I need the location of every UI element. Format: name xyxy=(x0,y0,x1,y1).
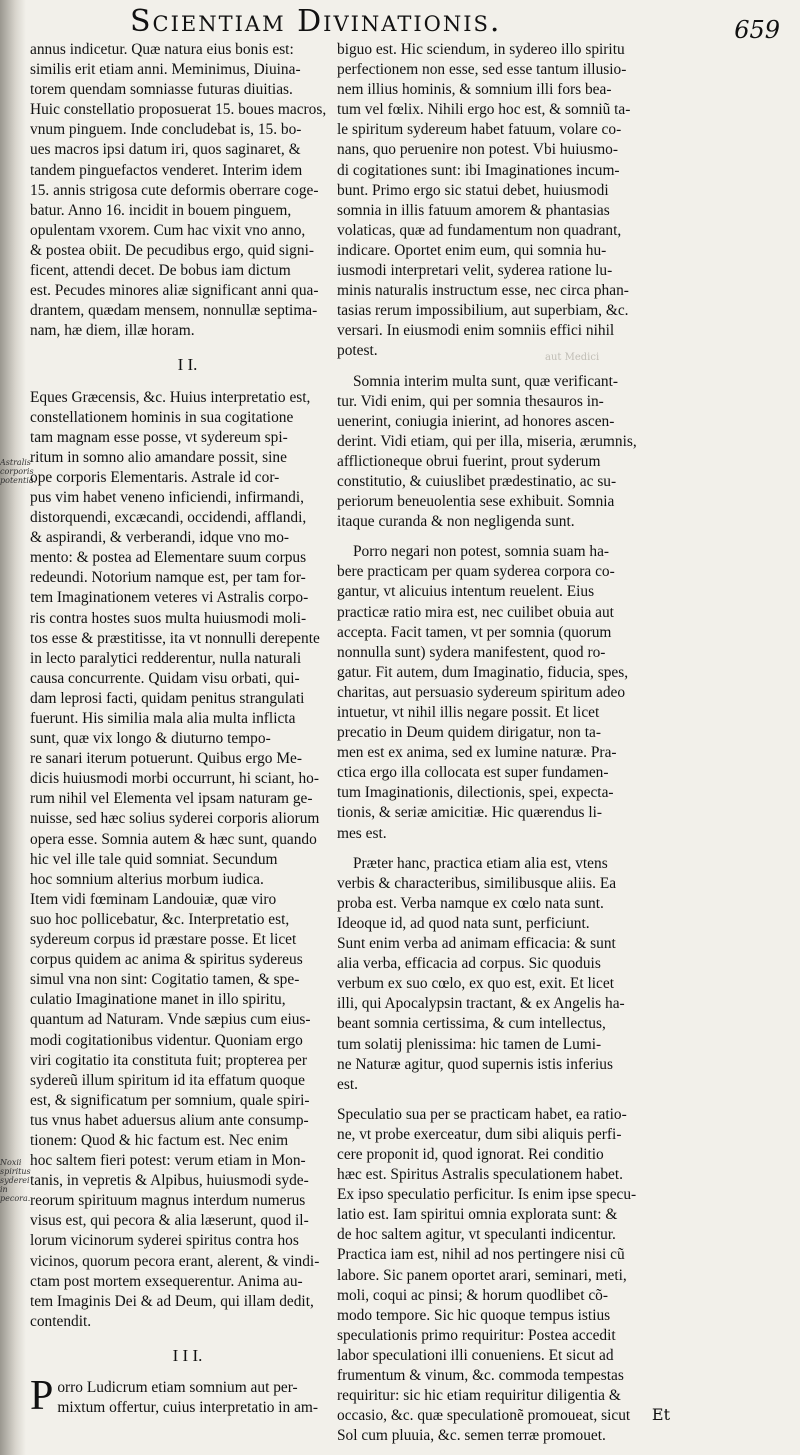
text-line: sydereum corpus id præstare posse. Et licet xyxy=(30,931,297,949)
text-line: distorquendi, excæcandi, occidendi, afflandi, xyxy=(30,509,307,527)
text-line: practicæ ratio mira est, nec cuilibet obuia aut xyxy=(337,603,614,621)
text-line: frumentum & vinum, &c. commoda tempestas xyxy=(337,1367,624,1384)
text-line: sunt, quæ vix longo & diuturno tempo- xyxy=(30,730,271,748)
text-line: tionis, & seriæ amicitiæ. Hic quærendus li- xyxy=(337,804,603,822)
text-line: mento: & postea ad Elementare suum corpus xyxy=(30,549,307,567)
text-line: hoc somnium alterius morbum iudica. xyxy=(30,870,264,888)
text-line: opera esse. Somnia autem & hæc sunt, quando xyxy=(30,830,317,848)
text-line: ues macros ipsi datum iri, quos saginaret, & xyxy=(30,141,301,159)
text-line: modo tempore. Sic hic quoque tempus istius xyxy=(337,1306,611,1324)
text-line: redeundi. Notorium namque est, per tam for- xyxy=(30,569,306,587)
text-line: Ex ipso speculatio perficitur. Is enim ipse specu- xyxy=(337,1186,637,1204)
text-line: ris contra hostes suos multa huiusmodi moli- xyxy=(30,609,307,627)
text-line: tanis, in vepretis & Alpibus, huiusmodi syde- xyxy=(30,1172,309,1190)
bleed-through-text: aut Medici xyxy=(545,352,600,363)
text-line: bere practicam per quam syderea corpora co- xyxy=(337,563,615,581)
text-line: 15. annis strigosa cute deformis oberrare coge- xyxy=(30,181,319,199)
text-line: simul vna non sint: Cogitatio tamen, & spe- xyxy=(30,971,300,989)
text-line: ne, vt probe exerceatur, dum sibi aliquis perfi- xyxy=(337,1125,622,1143)
text-line: hic vel ille tale quid somniat. Secundum xyxy=(30,850,278,868)
text-line: culatio Imaginatione manet in illo spiritu, xyxy=(30,991,286,1009)
text-line: opulentam vxorem. Cum hac vixit vno anno, xyxy=(30,221,306,239)
text-line: verbis & characteribus, similibusque aliis. Ea xyxy=(337,874,617,892)
text-line: pus vim habet veneno inficiendi, infirmandi, xyxy=(30,488,304,506)
paragraph-block xyxy=(337,372,667,533)
text-line: suo hoc pollicebatur, &c. Interpretatio est, xyxy=(30,910,290,928)
text-line: tionem: Quod & hic factum est. Nec enim xyxy=(30,1131,289,1149)
text-line: similis erit etiam anni. Meminimus, Diuina- xyxy=(30,61,301,79)
text-line: Eques Græcensis, &c. Huius interpretatio est, xyxy=(30,388,311,406)
paragraph-block xyxy=(30,1373,345,1419)
text-line: itaque curanda & non negligenda sunt. xyxy=(337,513,575,531)
section-heading: I I. xyxy=(177,355,198,375)
text-line: cere proponit id, quod ignorat. Rei conditio xyxy=(337,1145,604,1163)
text-line: lorum vicinorum syderei spiritus contra hos xyxy=(30,1232,299,1250)
text-line: verbum ex suo cœlo, ex quo est, exit. Et licet xyxy=(337,975,614,993)
text-line: reorum spirituum magnus interdum numerus xyxy=(30,1192,306,1210)
text-line: dicis huiusmodi morbi occurrunt, hi sciant, ho- xyxy=(30,770,319,788)
paragraph-block xyxy=(337,854,667,1095)
text-line: men est ex anima, sed ex lumine naturæ. Pra- xyxy=(337,744,617,762)
text-line: tum vel fœlix. Nihili ergo hoc est, & somniũ ta- xyxy=(337,101,631,119)
text-line: visus est, qui pecora & alia læserunt, quod il- xyxy=(30,1212,309,1230)
text-line: indicare. Oportet enim eum, qui somnia hu- xyxy=(337,241,607,259)
margin-note: Astralis corporis potentia. xyxy=(0,458,37,485)
text-line: ctam post mortem exsequerentur. Anima au- xyxy=(30,1272,303,1290)
text-line: quantum ad Naturam. Vnde sæpius cum eius- xyxy=(30,1011,311,1029)
text-line: ne Naturæ agitur, quod supernis istis inferius xyxy=(337,1055,613,1073)
text-line: gatur. Fit autem, dum Imaginatio, fiducia, spes, xyxy=(337,663,629,681)
text-line: latio est. Iam spiritui omnia explorata sunt: & xyxy=(337,1206,618,1224)
text-line: gantur, vt alicuius intentum reuelent. Eius xyxy=(337,583,595,601)
text-line: rum nihil vel Elementa vel ipsam naturam ge- xyxy=(30,790,313,808)
paragraph-block xyxy=(337,40,667,362)
text-line: modi cogitationibus videntur. Quoniam ergo xyxy=(30,1031,303,1049)
text-line: Item vidi fœminam Landouiæ, quæ viro xyxy=(30,890,277,908)
margin-note: Noxii spiritus syderei in pecora. xyxy=(0,1158,31,1203)
text-line: bunt. Primo ergo sic statui debet, huiusmodi xyxy=(337,181,609,199)
text-line: potest. xyxy=(337,342,378,360)
text-line: precatio in Deum quidem dirigatur, non ta- xyxy=(337,724,601,742)
text-line: tasias rerum impossibilium, aut superbiam, &c. xyxy=(337,302,629,320)
text-line: Somnia interim multa sunt, quæ verificant- xyxy=(353,372,619,390)
text-line: hoc saltem fieri potest: verum etiam in Mon- xyxy=(30,1152,306,1170)
text-line: Huic constellatio proposuerat 15. boues macros, xyxy=(30,101,327,119)
text-line: de hoc saltem agitur, vt speculanti indicentur. xyxy=(337,1226,616,1244)
text-line: nuisse, sed hæc solius syderei corporis aliorum xyxy=(30,810,320,828)
text-line: est. xyxy=(337,1075,358,1093)
section-heading: I I I. xyxy=(172,1345,203,1365)
paragraph-block xyxy=(30,388,345,1332)
text-line: fuerunt. His similia mala alia multa inflicta xyxy=(30,710,296,727)
text-line: afflictioneque obrui fuerint, prout syderum xyxy=(337,452,601,470)
paragraph-block xyxy=(30,40,345,341)
text-line: re sanari iterum potuerunt. Quibus ergo Me- xyxy=(30,750,302,768)
text-line: Sol cum pluuia, &c. semen terræ promouet. xyxy=(337,1427,606,1445)
text-line: requiritur: sic hic etiam requiritur diligentia & xyxy=(337,1387,621,1405)
text-line: moli, coqui ac pinsi; & horum quodlibet cõ- xyxy=(337,1286,609,1304)
page-number: 659 xyxy=(734,16,780,44)
text-line: labor speculationi illi conueniens. Et sicut ad xyxy=(337,1346,614,1364)
text-line: minis naturalis instructum esse, nec circa phan- xyxy=(337,282,629,300)
text-line: torem quendam somniasse futuras diuitias. xyxy=(30,81,293,99)
text-line: corpus quidem ac anima & spiritus sydereus xyxy=(30,951,303,969)
text-line: tus vnus habet aduersus alium ante consump- xyxy=(30,1111,309,1129)
text-line: derint. Vidi etiam, qui per illa, miseria, ærumnis, xyxy=(337,432,637,450)
text-line: labore. Sic panem oportet arari, seminari, meti, xyxy=(337,1266,627,1284)
text-line: uenerint, coniugia inierint, ad honores ascen- xyxy=(337,412,615,430)
text-line: Sunt enim verba ad animam efficacia: & sunt xyxy=(337,935,616,953)
text-line: versari. In eiusmodi enim somniis effici nihil xyxy=(337,322,615,340)
text-line: alia verba, efficacia ad corpus. Sic quoduis xyxy=(337,955,601,973)
text-line: est. Pecudes minores aliæ significant anni qua- xyxy=(30,282,319,300)
text-line: dam leprosi facti, quidam penitus strangulati xyxy=(30,689,305,707)
page-gutter-shadow xyxy=(0,0,26,1455)
text-line: tos esse & præstitisse, ita vt nonnulli derepente xyxy=(30,629,320,647)
text-line: constellationem hominis in sua cogitatione xyxy=(30,408,294,426)
text-line: annus indicetur. Quæ natura eius bonis est: xyxy=(30,41,294,58)
text-line: iusmodi interpretari velit, syderea ratione lu- xyxy=(337,262,613,280)
text-line: Speculatio sua per se practicam habet, ea ratio- xyxy=(337,1105,627,1123)
text-line: tum solatij plenissima: hic tamen de Lumi- xyxy=(337,1035,602,1053)
text-line: nans, quo peruenire non potest. Vbi huiusmo- xyxy=(337,141,618,159)
text-line: est, & significatum per somnium, quale spiri- xyxy=(30,1091,310,1109)
text-line: intuetur, vt nihil illis negare possit. Et licet xyxy=(337,704,600,721)
text-line: batur. Anno 16. incidit in bouem pinguem, xyxy=(30,201,292,219)
text-line: occasio, &c. quæ speculationẽ promoueat, sicut xyxy=(337,1407,631,1425)
text-line: mes est. xyxy=(337,824,387,842)
running-head: Scientiam Divinationis. xyxy=(130,4,502,39)
text-line: accepta. Facit tamen, vt per somnia (quorum xyxy=(337,623,612,641)
text-line: mixtum offertur, cuius interpretatio in am- xyxy=(57,1399,319,1417)
text-line: orro Ludicrum etiam somnium aut per- xyxy=(57,1379,298,1396)
drop-cap: P xyxy=(30,1373,54,1419)
text-line: nam, hæ diem, illæ horam. xyxy=(30,322,195,340)
paragraph-block xyxy=(337,542,667,843)
paragraph-block xyxy=(337,1105,667,1447)
text-line: & aspirandi, & verberandi, idque vno mo- xyxy=(30,529,290,547)
text-line: hæc est. Spiritus Astralis speculationem habet. xyxy=(337,1166,623,1184)
text-line: Porro negari non potest, somnia suam ha- xyxy=(353,543,610,561)
text-line: vicinos, quorum pecora erant, alerent, & vindi- xyxy=(30,1252,320,1270)
text-line: proba est. Verba namque ex cœlo nata sunt. xyxy=(337,894,604,912)
text-line: biguo est. Hic sciendum, in sydereo illo spiritu xyxy=(337,41,625,58)
page-header xyxy=(90,2,780,42)
text-line: & postea obiit. De pecudibus ergo, quid signi- xyxy=(30,241,314,259)
text-line: charitas, aut persuasio sydereum spiritum adeo xyxy=(337,683,626,701)
text-line: nonnulla sunt) sydera manifestent, quod ro- xyxy=(337,643,606,661)
text-line: Ideoque id, ad quod nata sunt, perficiunt. xyxy=(337,914,590,932)
text-line: illi, qui Apocalypsin tractant, & ex Angelis ha- xyxy=(337,995,625,1013)
text-line: di cogitationes sunt: ibi Imaginationes incum- xyxy=(337,161,620,179)
text-line: speculationis primo requiritur: Postea accedit xyxy=(337,1326,616,1344)
right-column xyxy=(337,40,667,1446)
text-line: tur. Vidi enim, qui per somnia thesauros in- xyxy=(337,392,604,410)
text-line: in lecto paralytici redderentur, nulla naturali xyxy=(30,649,302,667)
text-line: tem Imaginationem veteres vi Astralis corpo- xyxy=(30,589,309,607)
text-line: ope corporis Elementaris. Astrale id cor- xyxy=(30,468,280,486)
text-line: Practica iam est, nihil ad nos pertingere nisi cũ xyxy=(337,1246,625,1264)
text-line: vnum pinguem. Inde concludebat is, 15. bo- xyxy=(30,121,302,139)
text-line: somnia in illis fatuum amorem & phantasias xyxy=(337,201,610,219)
text-line: tum Imaginationis, dilectionis, spei, expecta- xyxy=(337,784,614,802)
text-line: ritum in somno alio amandare possit, sine xyxy=(30,448,287,466)
text-line: tem Imaginis Dei & ad Deum, qui illam dedit, xyxy=(30,1292,314,1310)
text-line: tam magnam esse posse, vt sydereum spi- xyxy=(30,428,288,446)
text-line: volaticas, quæ ad fundamentum non quadrant, xyxy=(337,221,622,239)
text-line: viri cogitatio ita constituta fuit; propterea per xyxy=(30,1051,307,1069)
text-line: le spiritum sydereum habet fatuum, volare co- xyxy=(337,121,622,139)
left-column xyxy=(30,40,345,1418)
text-line: beant somnia certissima, & cum intellectus, xyxy=(337,1015,606,1033)
text-line: sydereũ illum spiritum id ita effatum quoque xyxy=(30,1071,305,1089)
text-line: ficent, attendi decet. De bobus iam dictum xyxy=(30,262,291,280)
catchword: Et xyxy=(651,1405,670,1424)
text-line: periorum beneuolentia sese exhibuit. Somnia xyxy=(337,493,615,511)
text-line: drantem, quædam mensem, nonnullæ septima- xyxy=(30,302,318,320)
text-line: perfectionem non esse, sed esse tantum illusio- xyxy=(337,61,627,79)
text-line: tandem pinguefactos venderet. Interim idem xyxy=(30,161,303,179)
text-line: causa concurrente. Quidam visu orbati, qui- xyxy=(30,669,300,687)
text-line: ctica ergo illa collocata est super fundamen- xyxy=(337,764,609,782)
text-line: Præter hanc, practica etiam alia est, vtens xyxy=(353,854,608,872)
text-line: contendit. xyxy=(30,1312,92,1330)
text-line: constitutio, & cuiuslibet prædestinatio, ac su- xyxy=(337,472,617,490)
text-line: nem illius hominis, & somnium illi fors bea- xyxy=(337,81,612,99)
